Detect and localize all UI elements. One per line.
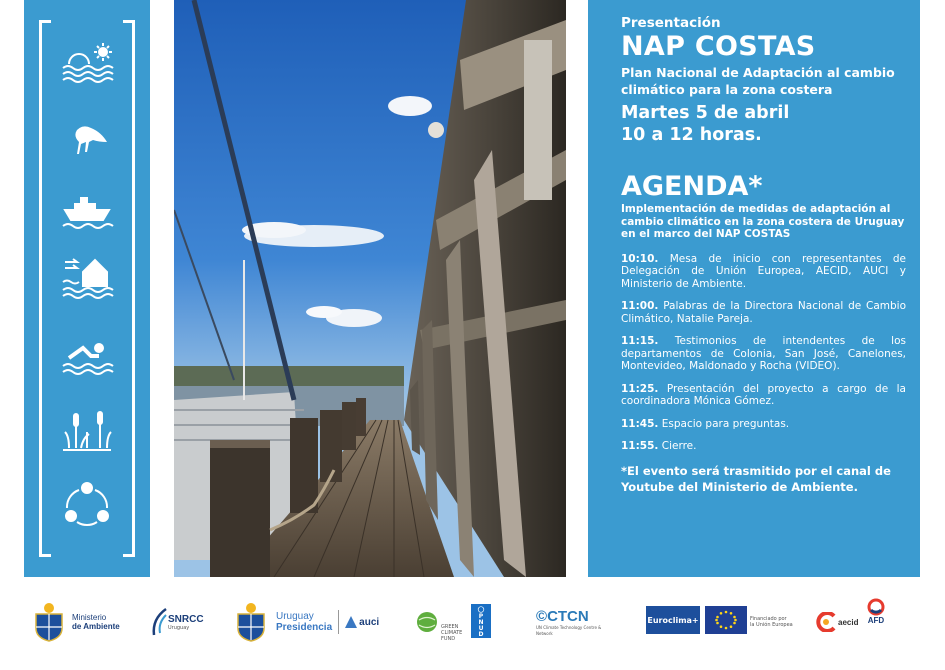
un-emblem-icon	[474, 606, 488, 613]
globe-icon	[416, 611, 438, 633]
ministerio-ambiente-logo: Ministerio de Ambiente	[32, 598, 120, 646]
swimmer-icon	[57, 330, 117, 382]
afd-logo: AFD	[866, 598, 886, 646]
afd-ring-icon	[866, 598, 886, 616]
agenda-item: 11:55. Cierre.	[621, 440, 697, 452]
eu-flag-logo	[705, 606, 747, 634]
pnud-logo: PNUD	[471, 604, 491, 638]
info-panel	[588, 0, 920, 577]
agenda-list	[621, 253, 906, 453]
green-climate-fund-logo: GREEN CLIMATE FUND	[416, 598, 462, 646]
sponsor-logos	[0, 590, 945, 660]
snrcc-swoosh-icon	[148, 605, 168, 639]
eu-stars-icon	[713, 609, 739, 631]
bird-icon	[57, 110, 117, 162]
agenda-item: 11:00. Palabras de la Directora Nacional de Cambio Climático, Natalie Pareja.	[621, 300, 906, 325]
presentation-label: Presentación	[621, 15, 721, 31]
agenda-item: 11:45. Espacio para preguntas.	[621, 417, 790, 430]
auci-mark-icon	[345, 616, 357, 628]
broadcast-note: *El evento será trasmitido por el canal de Youtube del Ministerio de Ambiente.	[621, 463, 891, 494]
ctcn-logo: ©CTCN UN Climate Technology Centre & Network	[536, 607, 602, 636]
uruguay-shield-icon	[32, 602, 66, 642]
aecid-mark-icon	[816, 612, 836, 632]
euroclima-logo: Euroclima+	[646, 606, 700, 634]
flooded-house-icon	[57, 250, 117, 302]
agenda-subtitle: Implementación de medidas de adaptación al cambio climático en la zona costera de Uruguay en el marco del NAP COSTAS	[621, 203, 905, 240]
aecid-logo: aecid	[816, 598, 858, 646]
agenda-item: 11:15. Testimonios de intendentes de los departamentos de Colonia, San José, Canelones, Montevideo, Maldonado y Rocha (VIDEO).	[621, 335, 906, 372]
event-time: 10 a 12 horas.	[621, 125, 762, 145]
right-bracket	[123, 20, 135, 557]
event-subtitle: Plan Nacional de Adaptación al cambio climático para la zona costera	[621, 65, 895, 97]
uruguay-shield-icon	[234, 602, 268, 642]
event-title: NAP COSTAS	[621, 31, 816, 62]
presidencia-logo: Uruguay Presidencia auci	[234, 598, 379, 646]
eu-caption: Financiado por la Unión Europea	[750, 616, 793, 628]
reeds-icon	[57, 404, 117, 456]
snrcc-logo: SNRCC Uruguay	[148, 598, 204, 646]
ship-icon	[57, 186, 117, 238]
left-bracket	[39, 20, 51, 557]
agenda-item: 10:10. Mesa de inicio con representantes de Delegación de Unión Europea, AECID, AUCI y Ministerio de Ambiente.	[621, 252, 906, 290]
pier-photo	[174, 0, 566, 577]
event-date: Martes 5 de abril	[621, 103, 790, 123]
agenda-title: AGENDA*	[621, 171, 763, 202]
cycle-icon	[57, 478, 117, 530]
icon-strip	[24, 0, 150, 577]
agenda-item: 11:25. Presentación del proyecto a cargo de la coordinadora Mónica Gómez.	[621, 382, 906, 407]
sun-waves-icon	[57, 38, 117, 90]
